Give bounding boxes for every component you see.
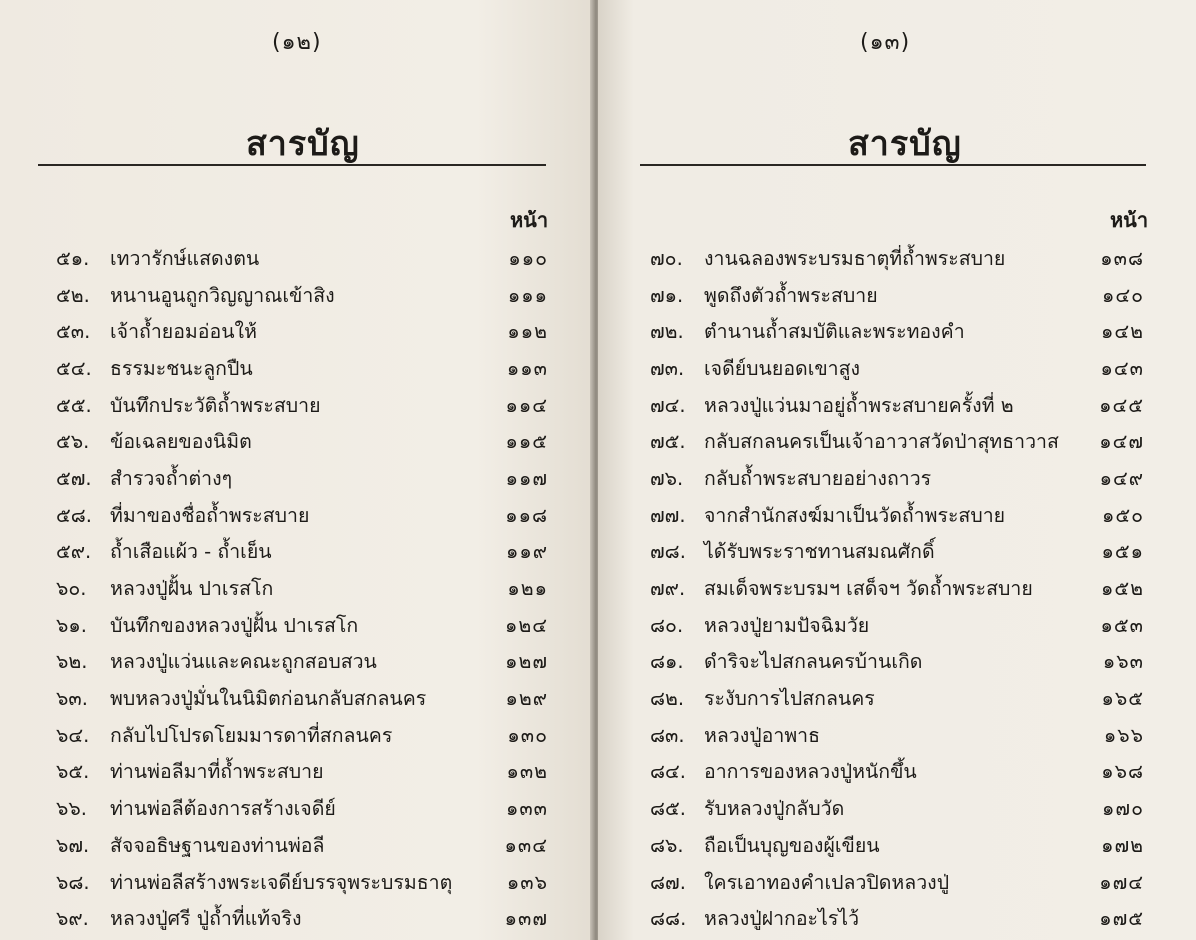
page-number: (๑๓) bbox=[860, 30, 911, 55]
toc-entry bbox=[650, 790, 1144, 827]
right-page bbox=[598, 0, 1196, 940]
toc-entry bbox=[650, 827, 1144, 864]
entry-page: ๑๓๐ bbox=[507, 723, 548, 747]
entry-page: ๑๗๔ bbox=[1099, 870, 1144, 894]
entry-title: ข้อเฉลยของนิมิต bbox=[110, 430, 252, 454]
toc-entry bbox=[56, 864, 548, 901]
entry-title: เจ้าถ้ำยอมอ่อนให้ bbox=[110, 320, 257, 344]
toc-entry bbox=[650, 534, 1144, 571]
entry-page: ๑๓๓ bbox=[505, 797, 548, 821]
title-divider bbox=[38, 164, 546, 166]
entry-number: ๕๕. bbox=[56, 393, 92, 417]
entry-title: ที่มาของชื่อถ้ำพระสบาย bbox=[110, 503, 310, 527]
entry-title: หลวงปู่ยามปัจฉิมวัย bbox=[704, 613, 870, 637]
entry-number: ๘๒. bbox=[650, 687, 685, 711]
entry-number: ๖๖. bbox=[56, 797, 87, 821]
toc-entry bbox=[650, 864, 1144, 901]
entry-title: จากสำนักสงฆ์มาเป็นวัดถ้ำพระสบาย bbox=[704, 503, 1006, 527]
entry-number: ๕๔. bbox=[56, 356, 92, 380]
entry-page: ๑๒๙ bbox=[505, 687, 548, 711]
entry-page: ๑๑๔ bbox=[505, 393, 548, 417]
page-column-header: หน้า bbox=[1110, 208, 1149, 232]
toc-entry bbox=[650, 497, 1144, 534]
toc-entry bbox=[56, 460, 548, 497]
entry-number: ๖๐. bbox=[56, 577, 87, 601]
entry-page: ๑๗๐ bbox=[1102, 797, 1144, 821]
toc-entry bbox=[650, 350, 1144, 387]
entry-page: ๑๖๓ bbox=[1102, 650, 1144, 674]
entry-page: ๑๔๙ bbox=[1099, 466, 1144, 490]
entry-title: ถือเป็นบุญของผู้เขียน bbox=[704, 833, 880, 857]
entry-title: ธรรมะชนะลูกปืน bbox=[110, 356, 253, 380]
entry-page: ๑๕๓ bbox=[1100, 613, 1144, 637]
entry-number: ๕๓. bbox=[56, 320, 91, 344]
entry-title: ได้รับพระราชทานสมณศักดิ์ bbox=[704, 540, 935, 564]
entry-number: ๘๔. bbox=[650, 760, 687, 784]
entry-title: อาการของหลวงปู่หนักขึ้น bbox=[704, 760, 917, 784]
entry-title: หนานอูนถูกวิญญาณเข้าสิง bbox=[110, 283, 335, 307]
entry-page: ๑๖๘ bbox=[1101, 760, 1144, 784]
entry-title: ดำริจะไปสกลนครบ้านเกิด bbox=[704, 650, 923, 674]
entry-number: ๖๓. bbox=[56, 687, 88, 711]
entry-page: ๑๗๕ bbox=[1099, 907, 1144, 931]
entry-title: ท่านพ่อลีสร้างพระเจดีย์บรรจุพระบรมธาตุ bbox=[110, 870, 453, 894]
toc-entry bbox=[650, 423, 1144, 460]
entry-page: ๑๕๒ bbox=[1101, 577, 1144, 601]
entry-title: งานฉลองพระบรมธาตุที่ถ้ำพระสบาย bbox=[704, 246, 1006, 270]
toc-entry bbox=[56, 607, 548, 644]
entry-page: ๑๕๑ bbox=[1101, 540, 1144, 564]
entry-page: ๑๖๕ bbox=[1101, 687, 1144, 711]
entry-title: ระงับการไปสกลนคร bbox=[704, 687, 875, 711]
entry-title: หลวงปู่แว่นและคณะถูกสอบสวน bbox=[110, 650, 377, 674]
entry-number: ๗๗. bbox=[650, 503, 686, 527]
entry-page: ๑๒๗ bbox=[505, 650, 548, 674]
entry-page: ๑๔๕ bbox=[1099, 393, 1144, 417]
entry-page: ๑๑๙ bbox=[505, 540, 548, 564]
toc-entry bbox=[56, 240, 548, 277]
entry-number: ๗๒. bbox=[650, 320, 684, 344]
entry-number: ๕๘. bbox=[56, 503, 93, 527]
entry-number: ๗๑. bbox=[650, 283, 684, 307]
entry-title: ตำนานถ้ำสมบัติและพระทองคำ bbox=[704, 320, 965, 344]
entry-page: ๑๑๓ bbox=[506, 356, 548, 380]
entry-number: ๗๕. bbox=[650, 430, 686, 454]
entry-title: หลวงปู่ศรี ปู่ถ้ำที่แท้จริง bbox=[110, 907, 302, 931]
entry-title: หลวงปู่อาพาธ bbox=[704, 723, 821, 747]
entry-page: ๑๑๒ bbox=[507, 320, 548, 344]
entry-number: ๘๗. bbox=[650, 870, 686, 894]
toc-entry bbox=[650, 607, 1144, 644]
toc-entry bbox=[650, 717, 1144, 754]
entry-page: ๑๔๗ bbox=[1099, 430, 1144, 454]
toc-entry bbox=[650, 240, 1144, 277]
entry-title: เทวารักษ์แสดงตน bbox=[110, 246, 260, 270]
entry-title: หลวงปู่แว่นมาอยู่ถ้ำพระสบายครั้งที่ ๒ bbox=[704, 393, 1014, 417]
toc-entry bbox=[56, 387, 548, 424]
entry-page: ๑๔๒ bbox=[1101, 320, 1144, 344]
toc-entry bbox=[56, 754, 548, 791]
toc-entry bbox=[56, 717, 548, 754]
entry-page: ๑๑๕ bbox=[505, 430, 548, 454]
entry-title: หลวงปู่ฝั้น ปาเรสโก bbox=[110, 577, 274, 601]
entry-number: ๖๑. bbox=[56, 613, 87, 637]
toc-entry bbox=[650, 460, 1144, 497]
page-title: สารบัญ bbox=[848, 124, 962, 164]
entry-page: ๑๑๑ bbox=[507, 283, 548, 307]
entry-number: ๗๓. bbox=[650, 356, 685, 380]
entry-number: ๘๑. bbox=[650, 650, 684, 674]
toc-entry bbox=[650, 754, 1144, 791]
toc-entry bbox=[650, 900, 1144, 937]
entry-title: สมเด็จพระบรมฯ เสด็จฯ วัดถ้ำพระสบาย bbox=[704, 577, 1033, 601]
entry-title: กลับถ้ำพระสบายอย่างถาวร bbox=[704, 466, 932, 490]
toc-entry bbox=[650, 644, 1144, 681]
toc-entry bbox=[56, 827, 548, 864]
entry-number: ๕๖. bbox=[56, 430, 90, 454]
entry-page: ๑๒๑ bbox=[507, 577, 548, 601]
entry-page: ๑๓๔ bbox=[504, 833, 548, 857]
entry-number: ๗๔. bbox=[650, 393, 686, 417]
entry-page: ๑๑๘ bbox=[505, 503, 548, 527]
toc-entry bbox=[56, 423, 548, 460]
entry-number: ๕๙. bbox=[56, 540, 92, 564]
entry-number: ๖๙. bbox=[56, 907, 89, 931]
toc-entry bbox=[650, 680, 1144, 717]
page-title: สารบัญ bbox=[246, 124, 360, 164]
entry-number: ๘๖. bbox=[650, 833, 684, 857]
entry-page: ๑๒๔ bbox=[505, 613, 548, 637]
entry-title: ใครเอาทองคำเปลวปิดหลวงปู่ bbox=[704, 870, 950, 894]
entry-number: ๖๒. bbox=[56, 650, 88, 674]
entry-number: ๗๖. bbox=[650, 466, 684, 490]
entry-title: หลวงปู่ฝากอะไรไว้ bbox=[704, 907, 860, 931]
entry-page: ๑๕๐ bbox=[1101, 503, 1144, 527]
entry-number: ๗๙. bbox=[650, 577, 686, 601]
entry-page: ๑๔๓ bbox=[1100, 356, 1144, 380]
entry-page: ๑๑๐ bbox=[508, 246, 548, 270]
toc-entry bbox=[650, 277, 1144, 314]
page-number: (๑๒) bbox=[272, 30, 322, 55]
toc-entry bbox=[56, 277, 548, 314]
entry-number: ๗๘. bbox=[650, 540, 686, 564]
entry-title: บันทึกประวัติถ้ำพระสบาย bbox=[110, 393, 321, 417]
entry-number: ๕๒. bbox=[56, 283, 90, 307]
entry-title: รับหลวงปู่กลับวัด bbox=[704, 797, 845, 821]
entry-title: สัจจอธิษฐานของท่านพ่อลี bbox=[110, 833, 325, 857]
entry-number: ๖๘. bbox=[56, 870, 90, 894]
toc-entry bbox=[56, 497, 548, 534]
entry-page: ๑๓๘ bbox=[1100, 246, 1144, 270]
entry-page: ๑๓๖ bbox=[506, 870, 548, 894]
toc-entry bbox=[56, 534, 548, 571]
entry-number: ๖๗. bbox=[56, 833, 90, 857]
toc-entry bbox=[56, 570, 548, 607]
entry-number: ๘๐. bbox=[650, 613, 684, 637]
toc-entry bbox=[56, 680, 548, 717]
entry-number: ๘๕. bbox=[650, 797, 687, 821]
toc-entry bbox=[56, 644, 548, 681]
entry-page: ๑๑๗ bbox=[505, 466, 548, 490]
title-divider bbox=[640, 164, 1146, 166]
toc-entry bbox=[650, 387, 1144, 424]
toc-entry bbox=[56, 790, 548, 827]
entry-page: ๑๓๒ bbox=[506, 760, 548, 784]
entry-number: ๕๑. bbox=[56, 246, 90, 270]
entry-number: ๗๐. bbox=[650, 246, 683, 270]
toc-entry bbox=[56, 313, 548, 350]
entry-title: สำรวจถ้ำต่างๆ bbox=[110, 466, 233, 490]
entry-page: ๑๔๐ bbox=[1101, 283, 1144, 307]
toc-entry bbox=[56, 900, 548, 937]
entry-number: ๘๓. bbox=[650, 723, 685, 747]
entry-number: ๘๘. bbox=[650, 907, 687, 931]
toc-entry bbox=[650, 313, 1144, 350]
entry-page: ๑๓๗ bbox=[504, 907, 548, 931]
entry-number: ๕๗. bbox=[56, 466, 92, 490]
entry-title: กลับสกลนครเป็นเจ้าอาวาสวัดป่าสุทธาวาส bbox=[704, 430, 1059, 454]
entry-title: พูดถึงตัวถ้ำพระสบาย bbox=[704, 283, 878, 307]
toc-list bbox=[650, 240, 1144, 937]
toc-entry bbox=[56, 350, 548, 387]
toc-list bbox=[56, 240, 548, 937]
left-page bbox=[0, 0, 594, 940]
entry-title: ท่านพ่อลีมาที่ถ้ำพระสบาย bbox=[110, 760, 324, 784]
entry-number: ๖๔. bbox=[56, 723, 90, 747]
entry-page: ๑๖๖ bbox=[1103, 723, 1144, 747]
page-column-header: หน้า bbox=[510, 208, 549, 232]
entry-number: ๖๕. bbox=[56, 760, 90, 784]
toc-entry bbox=[650, 570, 1144, 607]
entry-title: กลับไปโปรดโยมมารดาที่สกลนคร bbox=[110, 723, 393, 747]
entry-title: ท่านพ่อลีต้องการสร้างเจดีย์ bbox=[110, 797, 336, 821]
entry-title: เจดีย์บนยอดเขาสูง bbox=[704, 356, 861, 380]
entry-title: ถ้ำเสือแผ้ว - ถ้ำเย็น bbox=[110, 540, 272, 564]
entry-page: ๑๗๒ bbox=[1101, 833, 1144, 857]
entry-title: บันทึกของหลวงปู่ฝั้น ปาเรสโก bbox=[110, 613, 359, 637]
entry-title: พบหลวงปู่มั่นในนิมิตก่อนกลับสกลนคร bbox=[110, 687, 427, 711]
